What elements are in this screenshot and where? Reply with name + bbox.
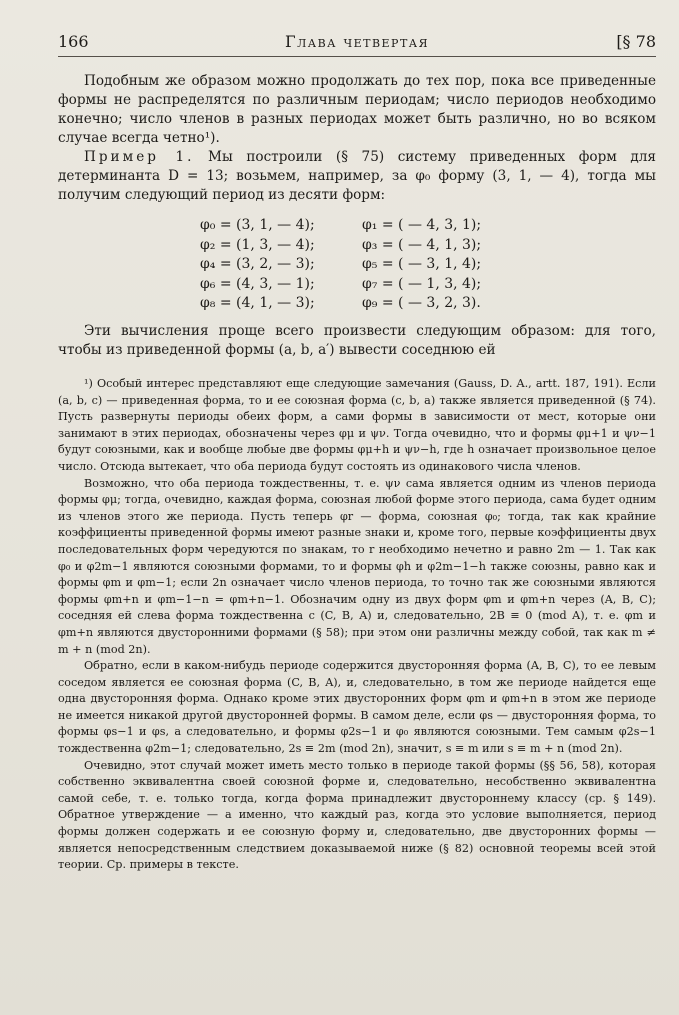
page-number: 166 xyxy=(58,32,89,51)
footnote-paragraph: ¹) Особый интерес представляют еще следующие замечания (Gauss, D. A., artt. 187, 191). Если (a, b, c) — приведенная форма, то и ее союзная форма (c, b, a) также является приведенной (§ 74). Пусть развернуты периоды обеих форм, а сами формы в зависимости от мест, которые они занимают в этих периодах, обозначены через φμ и ψν. Тогда очевидно, что и формы φμ+1 и ψν−1 будут союзными, как и вообще любые две формы φμ+h и ψν−h, где h означает произвольное целое число. Отсюда вытекает, что оба периода будут состоять из одинакового числа членов. xyxy=(58,377,656,473)
formula: φ₀ = (3, 1, — 4); xyxy=(200,217,315,233)
chapter-title: Глава четвертая xyxy=(284,32,430,51)
formula: φ₅ = ( — 3, 1, 4); xyxy=(362,256,482,273)
example-label: Пример 1. xyxy=(84,149,195,165)
main-text-continued xyxy=(58,322,656,360)
formula-row xyxy=(200,294,530,314)
example-paragraph xyxy=(58,148,656,205)
formula-row xyxy=(200,236,530,256)
example-text: Мы построили (§ 75) систему приведенных форм для детерминанта D = 13; возьмем, например, за φ₀ форму (3, 1, — 4), тогда мы получим следующий период из десяти форм: xyxy=(58,149,657,203)
main-text xyxy=(58,72,656,205)
formula: φ₆ = (4, 3, — 1); xyxy=(200,275,315,292)
footnote-paragraph: Обратно, если в каком-нибудь периоде содержится двусторонняя форма (A, B, C), то ее левым соседом является ее союзная форма (C, B, A), и, следовательно, в том же периоде найдется еще одна двусторонняя форма. Однако кроме этих двусторонних форм φm и φm+n в этом же периоде не имеется никакой другой двусторонней формы. В самом деле, если φs — двусторонняя форма, то формы φs−1 и φs, а следовательно, и формы φ2s−1 и φ₀ являются союзными. Тем самым φ2s−1 тождественна φ2m−1; следовательно, 2s ≡ 2m (mod 2n), значит, s ≡ m или s ≡ m + n (mod 2n). xyxy=(58,659,656,756)
header-rule xyxy=(58,56,656,57)
formula-row xyxy=(200,216,530,236)
formula: φ₈ = (4, 1, — 3); xyxy=(200,295,315,312)
section-marker: [§ 78 xyxy=(616,32,656,51)
footnote-paragraph: Очевидно, этот случай может иметь место только в периоде такой формы (§§ 56, 58), которая собственно эквивалентна своей союзной форме и, следовательно, несобственно эквивалентна самой себе, т. е. только тогда, когда форма принадлежит двустороннему классу (ср. § 149). Обратное утверждение — а именно, что каждый раз, когда это условие выполняется, период формы должен содержать и ее союзную форму и, следовательно, две двусторонних формы — является непосредственным следствием доказываемой ниже (§ 82) основной теоремы всей этой теории. Ср. примеры в тексте. xyxy=(58,758,656,872)
paragraph-1: Подобным же образом можно продолжать до тех пор, пока все приведенные формы не распределятся по различным периодам; число периодов необходимо конечно; число членов в разных периодах может быть различно, но во всяком случае всегда четно¹). xyxy=(58,73,656,146)
formula: φ₉ = ( — 3, 2, 3). xyxy=(362,295,481,312)
formula: φ₃ = ( — 4, 1, 3); xyxy=(362,236,482,253)
period-formulas xyxy=(200,216,530,314)
formula-row xyxy=(200,255,530,275)
running-header xyxy=(58,32,656,54)
formula: φ₁ = ( — 4, 3, 1); xyxy=(362,217,482,233)
paragraph-3: Эти вычисления проще всего произвести следующим образом: для того, чтобы из приведенной формы (a, b, a′) вывести соседнюю ей xyxy=(58,323,656,358)
formula-row xyxy=(200,275,530,295)
footnote-paragraph: Возможно, что оба периода тождественны, т. е. ψν сама является одним из членов периода формы φμ; тогда, очевидно, каждая форма, союзная любой форме этого периода, сама будет одним из членов этого же периода. Пусть теперь φr — форма, союзная φ₀; тогда, так как крайние коэффициенты приведенной формы имеют разные знаки и, кроме того, первые коэффициенты двух последовательных форм чередуются по знакам, то r необходимо нечетно и равно 2m — 1. Так как φ₀ и φ2m−1 являются союзными формами, то и формы φh и φ2m−1−h также союзны, равно как и формы φm и φm−1; если 2n означает число членов периода, то точно так же союзными являются формы φm+n и φm−1−n = φm+n−1. Обозначим одну из двух форм φm и φm+n через (A, B, C); соседняя ей слева форма тождественна с (C, B, A) и, следовательно, 2B ≡ 0 (mod A), т. е. φm и φm+n являются двусторонними формами (§ 58); при этом они различны между собой, так как m ≠ m + n (mod 2n). xyxy=(58,476,656,656)
formula: φ₂ = (1, 3, — 4); xyxy=(200,236,315,253)
formula: φ₄ = (3, 2, — 3); xyxy=(200,256,315,273)
footnote-block xyxy=(58,376,656,874)
formula: φ₇ = ( — 1, 3, 4); xyxy=(362,275,482,292)
